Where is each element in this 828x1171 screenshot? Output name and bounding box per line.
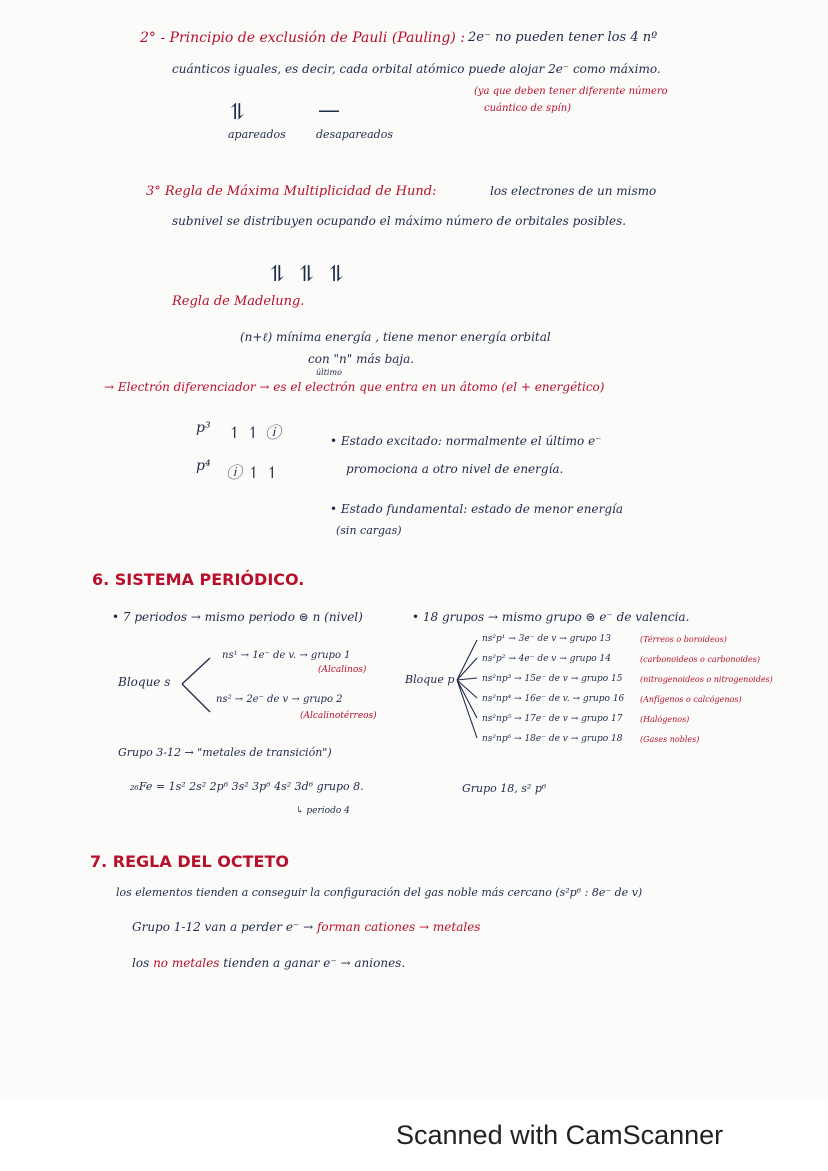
- ultimo-note: último: [316, 368, 342, 377]
- transicion-line: Grupo 3-12 → "metales de transición"): [118, 746, 332, 759]
- section-sistema-periodico: 6. SISTEMA PERIÓDICO.: [92, 570, 305, 589]
- octeto-line1: los elementos tienden a conseguir la configuración del gas noble más cercano (s²p⁶ : 8e⁻ de v): [116, 886, 643, 899]
- estado-fundamental-2: (sin cargas): [336, 524, 402, 537]
- madelung-line1: (n+ℓ) mínima energía , tiene menor energía orbital: [240, 330, 551, 344]
- pauli-text2: cuánticos iguales, es decir, cada orbital atómico puede alojar 2e⁻ como máximo.: [172, 62, 661, 76]
- p-row-config: ns²np⁶ → 18e⁻ de v → grupo 18: [482, 734, 623, 744]
- hund-text2: subnivel se distribuyen ocupando el máximo número de orbitales posibles.: [172, 214, 627, 228]
- octeto-line2: Grupo 1-12 van a perder e⁻ → forman cationes → metales: [132, 920, 481, 934]
- periodos-line: • 7 periodos → mismo periodo ⊜ n (nivel): [112, 610, 363, 624]
- fe-periodo: ↳ periodo 4: [296, 806, 350, 816]
- s1-name: (Alcalinos): [318, 665, 367, 675]
- pauli-note1: (ya que deben tener diferente número: [474, 86, 668, 97]
- estado-fundamental: • Estado fundamental: estado de menor energía: [330, 502, 624, 516]
- unpaired-orbital: —: [318, 98, 342, 123]
- p-row-name: (Gases nobles): [640, 735, 700, 744]
- p4-orbitals: ⓘ ↿ ↿: [226, 463, 279, 482]
- grupo18-note: Grupo 18, s² p⁶: [462, 782, 547, 795]
- p-row-name: (Térreos o boroideos): [640, 635, 727, 644]
- fe-configuration: ₂₆Fe = 1s² 2s² 2p⁶ 3s² 3p⁶ 4s² 3d⁶ grupo 8.: [130, 780, 364, 793]
- p-row-config: ns²np⁵ → 17e⁻ de v → grupo 17: [482, 714, 623, 724]
- s2-config: ns² → 2e⁻ de v → grupo 2: [216, 694, 343, 705]
- grupos-line: • 18 grupos → mismo grupo ⊜ e⁻ de valencia.: [412, 610, 690, 624]
- p3-orbitals: ↿ ↿ ⓘ: [228, 423, 281, 442]
- p-row-name: (Anfígenos o calcógenos): [640, 695, 742, 704]
- p3-label: p³: [196, 420, 211, 436]
- bloque-s-label: Bloque s: [118, 675, 171, 689]
- bloque-s-brace: [180, 650, 214, 720]
- label-paired: apareados: [228, 128, 286, 141]
- octeto-line3: los no metales tienden a ganar e⁻ → aniones.: [132, 956, 406, 970]
- s2-name: (Alcalinotérreos): [300, 711, 377, 721]
- camscanner-watermark: Scanned with CamScanner: [396, 1120, 724, 1150]
- pauli-note2: cuántico de spín): [484, 103, 572, 114]
- estado-excitado-2: promociona a otro nivel de energía.: [346, 462, 564, 476]
- p-row-name: (Halógenos): [640, 715, 690, 724]
- p-row-config: ns²p² → 4e⁻ de v → grupo 14: [482, 654, 611, 664]
- p-row-name: (nitrogenoideos o nitrogenoides): [640, 675, 773, 684]
- hund-orbitals: ⥮ ⥮ ⥮: [268, 262, 348, 287]
- estado-excitado: • Estado excitado: normalmente el último e⁻: [330, 434, 602, 448]
- p-row-config: ns²np³ → 15e⁻ de v → grupo 15: [482, 674, 623, 684]
- s1-config: ns¹ → 1e⁻ de v. → grupo 1: [222, 650, 351, 661]
- electron-diferenciador: → Electrón diferenciador → es el electrón que entra en un átomo (el + energético): [104, 380, 605, 394]
- section-regla-octeto: 7. REGLA DEL OCTETO: [90, 852, 289, 871]
- paired-orbital: ⥮: [228, 100, 249, 125]
- p-row-config: ns²p¹ → 3e⁻ de v → grupo 13: [482, 634, 611, 644]
- hund-title: 3° Regla de Máxima Multiplicidad de Hund:: [146, 184, 437, 199]
- label-unpaired: desapareados: [316, 128, 393, 141]
- madelung-line2: con "n" más baja.: [308, 352, 415, 366]
- p-row-config: ns²np⁴ → 16e⁻ de v. → grupo 16: [482, 694, 625, 704]
- hund-text1: los electrones de un mismo: [490, 184, 657, 198]
- bloque-p-label: Bloque p: [405, 673, 455, 686]
- p4-label: p⁴: [196, 458, 211, 474]
- pauli-text1: 2e⁻ no pueden tener los 4 nº: [468, 30, 658, 45]
- madelung-title: Regla de Madelung.: [172, 294, 305, 309]
- pauli-title: 2° - Principio de exclusión de Pauli (Pauling) :: [140, 30, 466, 46]
- p-row-name: (carbonoideos o carbonoides): [640, 655, 760, 664]
- bloque-p-brace: [455, 636, 481, 746]
